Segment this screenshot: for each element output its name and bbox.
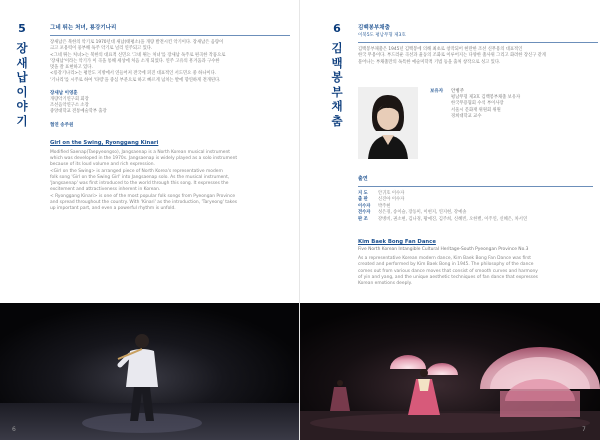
right-heading-rule: [358, 42, 598, 43]
body-line: comes out from various dance moves that consist of smooth curves and harmony: [358, 268, 538, 274]
body-line: 멋을 잘 표현하고 있다.: [50, 65, 93, 71]
right-section-number: 6: [333, 22, 341, 35]
right-title-char: 김: [331, 41, 343, 55]
fan-dance-illustration: [300, 303, 600, 440]
body-line: up important part, and even a powerful rhythm is unfold.: [50, 206, 176, 212]
body-line: 김백봉부채춤은 1945년 김백봉에 의해 최초로 창작되어 현란한 조선 신무용의 대표적인: [358, 47, 523, 52]
table-row: 이수자 박주현: [358, 203, 391, 209]
credit-line: 한국무용협회 수석 부이사장: [451, 101, 504, 107]
credit-line: 중앙대학교 전통예술학부 출강: [50, 109, 107, 115]
portrait-illustration: [358, 87, 418, 159]
right-title-char: 채: [331, 99, 343, 113]
table-row: 지 도 안귀호 이수자: [358, 191, 405, 196]
left-korean-body: [50, 40, 290, 84]
body-line: which was developed in the 1970s. Jangsaenap is widely played as a solo instrument: [50, 155, 238, 161]
body-line: < Ryonggang Kinari> is one of the most popular folk songs from Pyeongan Province: [50, 193, 236, 199]
body-line: <그네 뛰는 처녀>는 북한의 대표적 신민요 '그네 뛰는 처녀'를 장새납 독주로 편곡한 작품으로: [50, 52, 226, 58]
body-line: <Girl on the Swing> is arranged piece of North Korea's representative modern: [50, 168, 223, 174]
cast-heading: 출연: [358, 176, 368, 182]
cast-section: [358, 176, 598, 223]
left-english-body: [50, 150, 290, 213]
table-row: 판 조 강병비, 권소현, 김나경, 황예진, 김주희, 신혜빈, 오한별, 이주연, 신혜은, 차서연: [358, 216, 528, 222]
right-vertical-title: [330, 22, 344, 128]
left-stage-photo: [0, 303, 300, 440]
right-english-block: [358, 238, 593, 287]
left-title-char: 장: [16, 41, 28, 55]
body-line: '장새납'이라는 악기가 이 곡을 통해 세상에 처음 소개 되었다. 연주 고유의 흥겨움과 구수한: [50, 58, 220, 64]
body-line: 'Jangsaenap' was first introduced to the world through this song. It expresses the: [50, 181, 229, 187]
left-page-number: 6: [12, 426, 16, 433]
body-line: because of its loud volume and rich expression.: [50, 162, 155, 168]
body-line: 한국 무용이다. 부드러운 곡선과 율동의 조화로 이루어지는 다양한 춤사위 그리고 화려한 장신구 같게: [358, 53, 546, 59]
left-vertical-title: [15, 22, 29, 128]
right-korean-body: [358, 47, 598, 66]
left-heading-rule: [50, 35, 290, 36]
guide-label: 보유자: [430, 89, 444, 94]
right-korean-subheading: 이북5도 평남무형 제3호: [358, 33, 406, 38]
body-line: As a representative Korean modern dance, Kim Baek Bong Fan Dance was first: [358, 256, 532, 261]
table-row: 출 판 신진아 이수자: [358, 197, 405, 203]
right-title-char: 부: [331, 84, 343, 99]
performer-label: 장새납 이영훈: [50, 91, 78, 97]
left-title-char: 기: [16, 113, 28, 128]
performer-credits: [50, 97, 290, 116]
body-line: 장새납은 북한의 악기로 1970년대 새납(태평소)을 개량 발전시킨 악기이다. 장새납은 음량이: [50, 40, 224, 45]
body-line: '기나리'를 시주로 하여 '타령'을 중심 부분으로 하고 빠르게 넘치는 발에 향연하게 전개된다.: [50, 77, 221, 83]
accompanist-label: 협연 송주원: [50, 122, 74, 128]
credit-line: 서울시 문화재 위원회 위원: [451, 107, 501, 113]
right-page: [300, 0, 600, 440]
guide-portrait: [358, 87, 418, 159]
credit-line: 평남무형 제3호 김백봉부채춤 보유자: [451, 95, 521, 100]
right-english-title: Kim Baek Bong Fan Dance: [358, 239, 436, 245]
left-english-title: Girl on the Swing, Ryonggang Kinari: [50, 139, 159, 146]
left-title-char: 이: [16, 84, 28, 99]
right-title-char: 백: [331, 55, 343, 70]
body-line: 크고 포용력이 풍부해 독주 악기로 널리 연주되고 있다.: [50, 46, 153, 52]
stage-photo-illustration: [0, 303, 300, 440]
left-section-number: 5: [18, 22, 26, 35]
body-line: Modified Saenap(Taepyeongso), Jangsaenap is a North Korean musical instrument: [50, 149, 230, 155]
left-title-char: 야: [16, 99, 28, 113]
credit-line: 개량악기연구회 회장: [50, 97, 89, 103]
table-row: 전수자 성은경, 송이슬, 장동미, 이현지, 연지현, 강예솔: [358, 210, 467, 216]
right-page-number: 7: [582, 426, 586, 433]
credit-line: 조선음악연구소 소장: [50, 103, 89, 109]
left-content: [50, 25, 290, 213]
right-english-body: [358, 256, 593, 287]
body-line: <룡강기나리>는 평안도 지방에서 연들어져 전국에 퍼진 대표적인 서도민요 중 하나이다.: [50, 71, 217, 77]
right-stage-photo: [300, 303, 600, 440]
left-korean-heading: 그네 뛰는 처녀, 룡강기나리: [50, 25, 117, 31]
right-title-char: 춤: [331, 113, 343, 128]
cast-table: [358, 191, 527, 223]
guide-name: 안병주: [451, 89, 465, 94]
body-line: created and performed by Kim Baek Bong in 1945. The philosophy of the dance: [358, 262, 534, 268]
right-content: [358, 25, 598, 66]
body-line: and spread throughout the country. With 'Kinari' as the introduction, 'Taryeong' takes: [50, 200, 238, 206]
left-title-char: 납: [16, 70, 28, 84]
body-line: 묻어나는 부채춤만의 독특한 예술미학적 기법 등을 출처 창작으로 성고 있다.: [358, 59, 501, 65]
left-title-char: 새: [16, 55, 28, 70]
credit-line: 경희대학교 교수: [451, 114, 482, 120]
body-line: of yin and yang, and the unique aesthetic techniques of fan dance that expresses: [358, 274, 538, 280]
guide-info: [430, 88, 590, 121]
right-korean-heading: 김백봉부채춤: [358, 25, 390, 31]
body-line: Korean emotions deeply.: [358, 281, 412, 287]
right-title-char: 봉: [331, 70, 343, 84]
body-line: excitement and attractiveness inherent in Korean.: [50, 187, 161, 193]
right-english-subtitle: Five North Korean Intangible Cultural Heritage-South Pyeongan Province No.3: [358, 247, 529, 252]
cast-rule: [358, 186, 593, 187]
body-line: folk song 'Girl on the Swing Girl' into Jangsaenap solo. As the musical instrument,: [50, 174, 230, 180]
